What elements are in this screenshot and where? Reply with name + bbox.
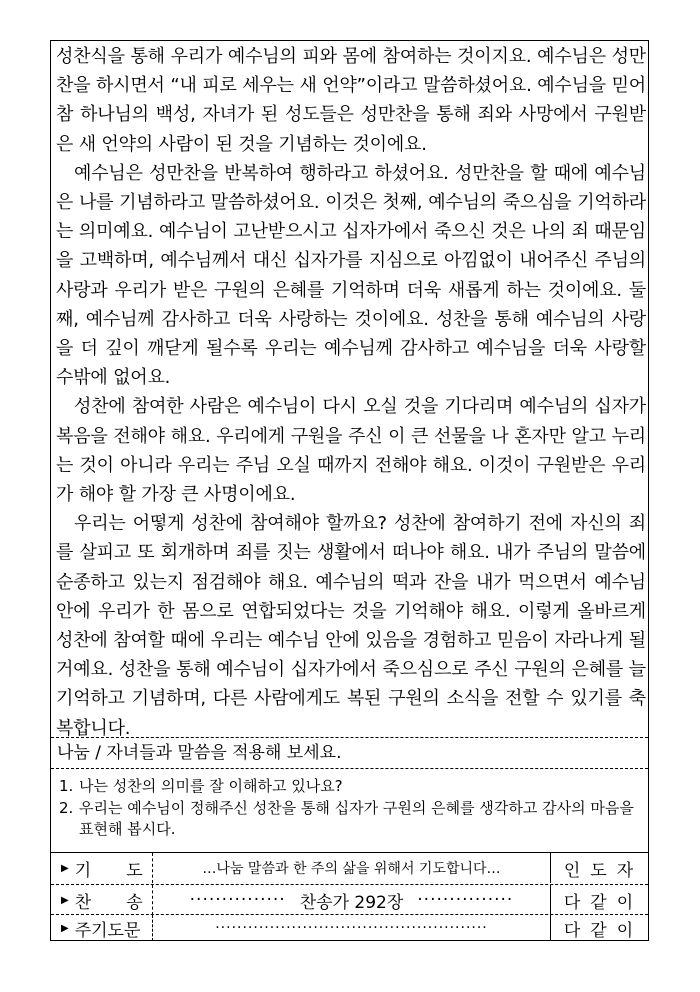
order-row-hymn: [51, 885, 648, 915]
triangle-marker-icon: ▶: [61, 862, 69, 874]
paragraph-3: 성찬에 참여한 사람은 예수님이 다시 오실 것을 기다리며 예수님의 십자가 복음을 전해야 해요. 우리에게 구원을 주신 이 큰 선물을 나 혼자만 알고 누리는 것이 아니라 우리는 주님 오실 때까지 전해야 해요. 이것이 구원받은 우리가 해야 할 가장 큰 사명이에요.: [56, 396, 646, 506]
triangle-marker-icon: ▶: [61, 922, 69, 934]
question-number: 1.: [59, 777, 74, 795]
question-item: [59, 798, 644, 840]
order-label: 기 도: [74, 860, 143, 881]
share-section-title: 나눔 / 자녀들과 말씀을 적용해 보세요.: [57, 743, 342, 763]
question-item: [59, 776, 644, 797]
order-row-prayer: [51, 853, 648, 883]
question-number: 2.: [59, 799, 74, 817]
question-list: [59, 776, 644, 841]
order-label-cell: [51, 853, 153, 883]
order-label: 찬 송: [74, 892, 143, 913]
question-text: 우리는 예수님이 정해주신 성찬을 통해 십자가 구원의 은혜를 생각하고 감사의 마음을 표현해 봅시다.: [79, 799, 634, 838]
order-leader: 다같이: [563, 892, 644, 913]
order-content: ··················································: [153, 915, 551, 941]
order-label: 주기도문: [74, 920, 141, 941]
divider: [51, 768, 648, 769]
order-content: …나눔 말씀과 한 주의 삶을 위해서 기도합니다…: [153, 853, 551, 883]
paragraph-2: 예수님은 성만찬을 반복하여 행하라고 하셨어요. 성만찬을 할 때에 예수님은 나를 기념하라고 말씀하셨어요. 이것은 첫째, 예수님의 죽으심을 기억하라는 의미예요. 예수님이 고난받으시고 십자가에서 죽으신 것은 나의 죄 때문임을 고백하며, 예수님께서 대신 십자가를 지심으로 아낌없이 내어주신 주님의 사랑과 우리가 받은 구원의 은혜를 기억하며 더욱 새롭게 하는 것이에요. 둘째, 예수님께 감사하고 더욱 사랑하는 것이에요. 성찬을 통해 예수님의 사랑을 더 깊이 깨닫게 될수록 우리는 예수님께 감사하고 예수님을 더욱 사랑할 수밖에 없어요.: [56, 162, 646, 389]
paragraph-4: 우리는 어떻게 성찬에 참여해야 할까요? 성찬에 참여하기 전에 자신의 죄를 살피고 또 회개하며 죄를 짓는 생활에서 떠나야 해요. 내가 주님의 말씀에 순종하고 있는지 점검해야 해요. 예수님의 떡과 잔을 내가 먹으면서 예수님 안에 우리가 한 몸으로 연합되었다는 것을 기억해야 해요. 이렇게 올바르게 성찬에 참여할 때에 우리는 예수님 안에 있음을 경험하고 믿음이 자라나게 될 거예요. 성찬을 통해 예수님이 십자가에서 죽으심으로 주신 구원의 은혜를 늘 기억하고 기념하며, 다른 사람에게도 복된 구원의 소식을 전할 수 있기를 축복합니다.: [56, 513, 646, 739]
divider: [51, 737, 648, 738]
devotional-page-frame: [50, 40, 649, 941]
triangle-marker-icon: ▶: [61, 894, 69, 906]
order-label-cell: [51, 885, 153, 915]
paragraph-1: 성찬식을 통해 우리가 예수님의 피와 몸에 참여하는 것이지요. 예수님은 성만찬을 하시면서 “내 피로 세우는 새 언약”이라고 말씀하셨어요. 예수님을 믿어 참 하나님의 백성, 자녀가 된 성도들은 성만찬을 통해 죄와 사망에서 구원받은 새 언약의 사람이 된 것을 기념하는 것이에요.: [56, 46, 646, 155]
order-content: ··············· 찬송가 292장 ···············: [153, 885, 551, 915]
sermon-body: [56, 42, 646, 743]
order-leader: 인도자: [563, 860, 644, 881]
order-leader: 다같이: [563, 920, 644, 941]
order-label-cell: [51, 915, 153, 941]
hymn-number: 찬송가 292장: [299, 892, 404, 913]
question-text: 나는 성찬의 의미를 잘 이해하고 있나요?: [79, 777, 343, 795]
order-row-lords-prayer: [51, 915, 648, 941]
